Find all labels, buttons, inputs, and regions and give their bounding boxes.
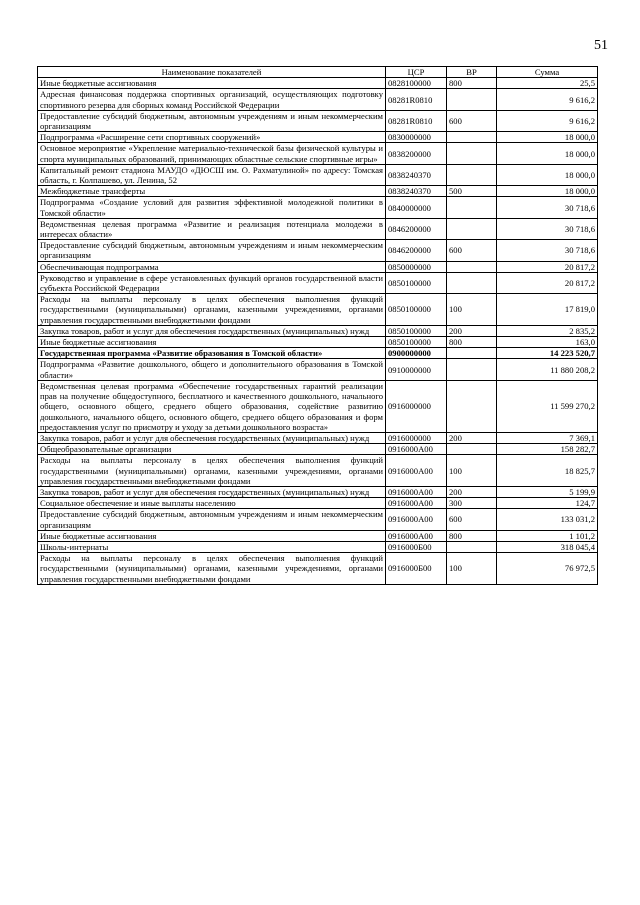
row-csr-cell: 0830000000	[386, 132, 447, 143]
header-sum: Сумма	[497, 67, 598, 78]
row-name-cell: Иные бюджетные ассигнования	[38, 78, 386, 89]
row-csr-cell: 0850100000	[386, 325, 447, 336]
table-row	[38, 261, 598, 272]
row-vr-cell: 100	[447, 455, 497, 487]
row-sum-cell: 18 000,0	[497, 164, 598, 185]
row-csr-cell: 0828100000	[386, 78, 447, 89]
table-row	[38, 530, 598, 541]
row-sum-cell: 18 000,0	[497, 132, 598, 143]
row-sum-cell: 17 819,0	[497, 294, 598, 326]
row-csr-cell: 0916000Б00	[386, 541, 447, 552]
row-sum-cell: 318 045,4	[497, 541, 598, 552]
row-vr-cell	[447, 541, 497, 552]
header-vr: ВР	[447, 67, 497, 78]
table-row	[38, 186, 598, 197]
row-vr-cell: 800	[447, 530, 497, 541]
table-row	[38, 380, 598, 432]
row-name-cell: Закупка товаров, работ и услуг для обеспечения государственных (муниципальных) нужд	[38, 325, 386, 336]
row-vr-cell: 600	[447, 240, 497, 261]
row-csr-cell: 0916000А00	[386, 498, 447, 509]
row-name-cell: Межбюджетные трансферты	[38, 186, 386, 197]
row-vr-cell: 100	[447, 294, 497, 326]
row-csr-cell: 0846200000	[386, 218, 447, 239]
row-vr-cell	[447, 89, 497, 110]
row-sum-cell: 14 223 520,7	[497, 348, 598, 359]
table-body	[38, 78, 598, 585]
row-csr-cell: 0840000000	[386, 197, 447, 218]
row-vr-cell: 500	[447, 186, 497, 197]
table-row	[38, 132, 598, 143]
row-sum-cell: 30 718,6	[497, 197, 598, 218]
table-row	[38, 143, 598, 164]
table-row	[38, 432, 598, 443]
row-name-cell: Иные бюджетные ассигнования	[38, 530, 386, 541]
page-number: 51	[594, 38, 608, 53]
row-sum-cell: 5 199,9	[497, 486, 598, 497]
table-row	[38, 294, 598, 326]
row-csr-cell: 0850100000	[386, 272, 447, 293]
row-name-cell: Обеспечивающая подпрограмма	[38, 261, 386, 272]
row-vr-cell	[447, 380, 497, 432]
row-name-cell: Ведомственная целевая программа «Развитие и реализация потенциала молодежи в интересах области»	[38, 218, 386, 239]
row-sum-cell: 163,0	[497, 337, 598, 348]
row-csr-cell: 0916000А00	[386, 444, 447, 455]
row-vr-cell: 600	[447, 110, 497, 131]
row-name-cell: Расходы на выплаты персоналу в целях обеспечения выполнения функций государственными (муниципальными) органами, казенными учреждениями, органами управления государственными внебюджетными фондами	[38, 294, 386, 326]
table-row	[38, 164, 598, 185]
row-sum-cell: 133 031,2	[497, 509, 598, 530]
row-vr-cell	[447, 272, 497, 293]
row-name-cell: Расходы на выплаты персоналу в целях обеспечения выполнения функций государственными (муниципальными) органами, казенными учреждениями, органами управления государственными внебюджетными фондами	[38, 553, 386, 585]
row-name-cell: Иные бюджетные ассигнования	[38, 337, 386, 348]
table-row	[38, 509, 598, 530]
row-csr-cell: 0850100000	[386, 294, 447, 326]
row-vr-cell	[447, 218, 497, 239]
row-sum-cell: 11 599 270,2	[497, 380, 598, 432]
row-vr-cell: 100	[447, 553, 497, 585]
row-sum-cell: 76 972,5	[497, 553, 598, 585]
table-row	[38, 197, 598, 218]
row-name-cell: Расходы на выплаты персоналу в целях обеспечения выполнения функций государственными (муниципальными) органами, казенными учреждениями, органами управления государственными внебюджетными фондами	[38, 455, 386, 487]
row-csr-cell: 0900000000	[386, 348, 447, 359]
row-vr-cell: 800	[447, 78, 497, 89]
table-header-row	[38, 67, 598, 78]
row-sum-cell: 25,5	[497, 78, 598, 89]
table-row	[38, 455, 598, 487]
row-csr-cell: 0838240370	[386, 164, 447, 185]
row-sum-cell: 20 817,2	[497, 272, 598, 293]
row-sum-cell: 18 000,0	[497, 186, 598, 197]
row-name-cell: Закупка товаров, работ и услуг для обеспечения государственных (муниципальных) нужд	[38, 486, 386, 497]
row-vr-cell	[447, 444, 497, 455]
row-vr-cell: 200	[447, 325, 497, 336]
row-name-cell: Предоставление субсидий бюджетным, автономным учреждениям и иным некоммерческим организациям	[38, 240, 386, 261]
budget-table	[37, 66, 598, 585]
row-name-cell: Подпрограмма «Создание условий для развития эффективной молодежной политики в Томской области»	[38, 197, 386, 218]
row-sum-cell: 11 880 208,2	[497, 359, 598, 380]
row-name-cell: Государственная программа «Развитие образования в Томской области»	[38, 348, 386, 359]
table-row	[38, 541, 598, 552]
row-csr-cell: 0916000А00	[386, 486, 447, 497]
row-name-cell: Общеобразовательные организации	[38, 444, 386, 455]
row-csr-cell: 0838240370	[386, 186, 447, 197]
table-row	[38, 359, 598, 380]
row-sum-cell: 7 369,1	[497, 432, 598, 443]
table-row	[38, 498, 598, 509]
row-name-cell: Ведомственная целевая программа «Обеспечение государственных гарантий реализации прав на получение общедоступного, бесплатного и качественного дошкольного, начального общего, основного общего, среднего общего образования, содействие развитию дошкольного, начального общего, основного общего, среднего общего образования и форм предоставления услуг по присмотру и уходу за детьми дошкольного возраста»	[38, 380, 386, 432]
row-csr-cell: 0850100000	[386, 337, 447, 348]
table-row	[38, 89, 598, 110]
row-vr-cell	[447, 164, 497, 185]
table-row	[38, 553, 598, 585]
row-name-cell: Адресная финансовая поддержка спортивных организаций, осуществляющих подготовку спортивного резерва для сборных команд Российской Федерации	[38, 89, 386, 110]
row-csr-cell: 0916000000	[386, 380, 447, 432]
row-csr-cell: 0916000А00	[386, 455, 447, 487]
table-row	[38, 444, 598, 455]
row-csr-cell: 0910000000	[386, 359, 447, 380]
row-sum-cell: 2 835,2	[497, 325, 598, 336]
row-sum-cell: 30 718,6	[497, 218, 598, 239]
table-row	[38, 348, 598, 359]
row-vr-cell: 800	[447, 337, 497, 348]
row-sum-cell: 18 000,0	[497, 143, 598, 164]
header-csr: ЦСР	[386, 67, 447, 78]
row-vr-cell	[447, 143, 497, 164]
table-row	[38, 337, 598, 348]
row-name-cell: Закупка товаров, работ и услуг для обеспечения государственных (муниципальных) нужд	[38, 432, 386, 443]
row-sum-cell: 158 282,7	[497, 444, 598, 455]
row-csr-cell: 08281R0810	[386, 110, 447, 131]
table-row	[38, 240, 598, 261]
row-csr-cell: 0846200000	[386, 240, 447, 261]
row-name-cell: Подпрограмма «Расширение сети спортивных сооружений»	[38, 132, 386, 143]
row-vr-cell: 600	[447, 509, 497, 530]
table-row	[38, 218, 598, 239]
row-csr-cell: 0838200000	[386, 143, 447, 164]
row-name-cell: Подпрограмма «Развитие дошкольного, общего и дополнительного образования в Томской области»	[38, 359, 386, 380]
row-sum-cell: 9 616,2	[497, 110, 598, 131]
row-vr-cell	[447, 359, 497, 380]
row-sum-cell: 18 825,7	[497, 455, 598, 487]
row-name-cell: Социальное обеспечение и иные выплаты населению	[38, 498, 386, 509]
table-row	[38, 325, 598, 336]
row-vr-cell: 200	[447, 486, 497, 497]
row-csr-cell: 0916000Б00	[386, 553, 447, 585]
row-sum-cell: 1 101,2	[497, 530, 598, 541]
table-row	[38, 486, 598, 497]
row-vr-cell: 300	[447, 498, 497, 509]
row-csr-cell: 0916000А00	[386, 509, 447, 530]
row-name-cell: Школы-интернаты	[38, 541, 386, 552]
row-csr-cell: 08281R0810	[386, 89, 447, 110]
row-vr-cell	[447, 132, 497, 143]
table-row	[38, 78, 598, 89]
table-row	[38, 110, 598, 131]
row-csr-cell: 0916000000	[386, 432, 447, 443]
row-csr-cell: 0850000000	[386, 261, 447, 272]
row-name-cell: Основное мероприятие «Укрепление материально-технической базы физической культуры и спорта муниципальных образований, принимающих областные сельские спортивные игры»	[38, 143, 386, 164]
row-vr-cell	[447, 348, 497, 359]
row-sum-cell: 124,7	[497, 498, 598, 509]
row-sum-cell: 20 817,2	[497, 261, 598, 272]
row-sum-cell: 9 616,2	[497, 89, 598, 110]
row-vr-cell	[447, 197, 497, 218]
row-sum-cell: 30 718,6	[497, 240, 598, 261]
row-csr-cell: 0916000А00	[386, 530, 447, 541]
row-name-cell: Предоставление субсидий бюджетным, автономным учреждениям и иным некоммерческим организациям	[38, 110, 386, 131]
row-name-cell: Капитальный ремонт стадиона МАУДО «ДЮСШ им. О. Рахматулиной» по адресу: Томская область, г. Колпашево, ул. Ленина, 52	[38, 164, 386, 185]
table-row	[38, 272, 598, 293]
row-name-cell: Руководство и управление в сфере установленных функций органов государственной власти субъекта Российской Федерации	[38, 272, 386, 293]
row-vr-cell: 200	[447, 432, 497, 443]
header-name: Наименование показателей	[38, 67, 386, 78]
row-name-cell: Предоставление субсидий бюджетным, автономным учреждениям и иным некоммерческим организациям	[38, 509, 386, 530]
row-vr-cell	[447, 261, 497, 272]
